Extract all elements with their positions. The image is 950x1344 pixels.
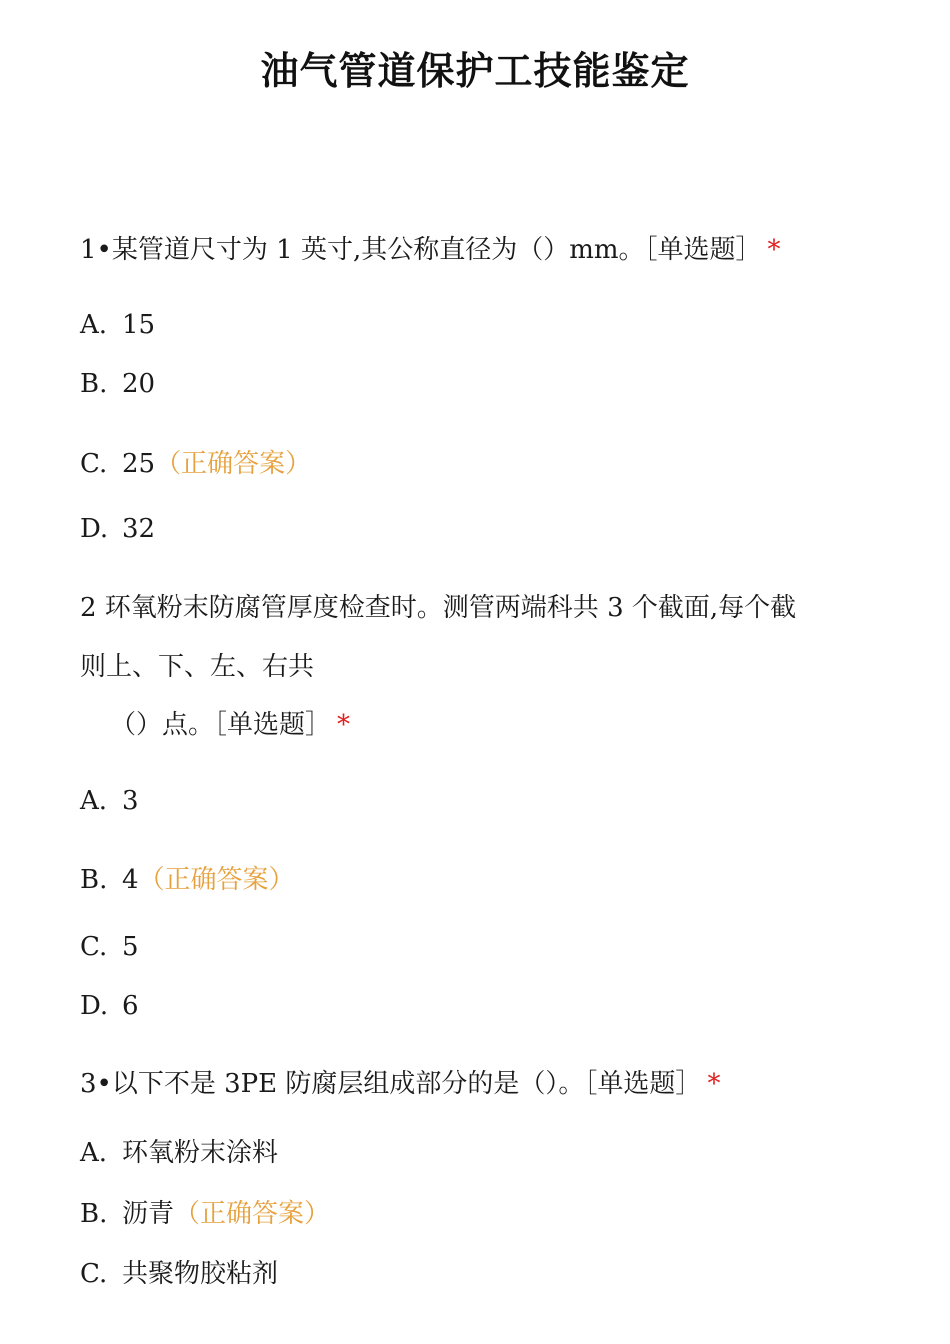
option-text: 3 bbox=[122, 786, 139, 816]
q2-option-d[interactable] bbox=[80, 988, 139, 1024]
option-letter: A. bbox=[80, 310, 108, 340]
option-text: 共聚物胶粘剂 bbox=[122, 1259, 279, 1289]
correct-answer-label: （正确答案） bbox=[155, 449, 312, 479]
option-text: 20 bbox=[122, 369, 156, 399]
q1-option-a[interactable] bbox=[80, 307, 155, 343]
option-text: 4 bbox=[122, 865, 139, 895]
option-text: 15 bbox=[122, 310, 156, 340]
option-letter: A. bbox=[80, 786, 108, 816]
q3-option-c[interactable] bbox=[80, 1256, 278, 1292]
option-text: 32 bbox=[122, 514, 156, 544]
option-letter: B. bbox=[80, 865, 108, 895]
option-letter: B. bbox=[80, 1199, 108, 1229]
correct-answer-label: （正确答案） bbox=[138, 865, 295, 895]
option-letter: D. bbox=[80, 991, 109, 1021]
option-letter: A. bbox=[80, 1138, 108, 1168]
q2-option-b[interactable] bbox=[80, 862, 295, 898]
q2-option-c[interactable] bbox=[80, 929, 139, 965]
question-2-text-line2: 则上、下、左、右共 bbox=[80, 652, 315, 682]
option-text: 环氧粉末涂料 bbox=[122, 1138, 279, 1168]
question-3-stem: 3•以下不是 3PE 防腐层组成部分的是（）。［单选题］ bbox=[80, 1069, 702, 1099]
option-text: 5 bbox=[122, 932, 139, 962]
question-3-text bbox=[80, 1066, 720, 1102]
q1-option-b[interactable] bbox=[80, 366, 155, 402]
document-title: 油气管道保护工技能鉴定 bbox=[260, 49, 690, 93]
question-2-text-line3 bbox=[110, 707, 350, 743]
option-text: 6 bbox=[122, 991, 139, 1021]
correct-answer-label: （正确答案） bbox=[174, 1199, 331, 1229]
q1-option-c[interactable] bbox=[80, 446, 311, 482]
q3-option-a[interactable] bbox=[80, 1135, 278, 1171]
option-letter: B. bbox=[80, 369, 108, 399]
required-star: * bbox=[707, 1069, 721, 1099]
option-letter: D. bbox=[80, 514, 109, 544]
option-letter: C. bbox=[80, 932, 108, 962]
question-1-stem: 1•某管道尺寸为 1 英寸,其公称直径为（）mm。［单选题］ bbox=[80, 235, 762, 265]
question-1-text bbox=[80, 232, 781, 268]
question-2-text-line1: 2 环氧粉末防腐管厚度检查时。测管两端科共 3 个截面,每个截 bbox=[80, 593, 797, 623]
required-star: * bbox=[337, 710, 351, 740]
q3-option-b[interactable] bbox=[80, 1196, 330, 1232]
option-letter: C. bbox=[80, 449, 108, 479]
q2-option-a[interactable] bbox=[80, 783, 139, 819]
option-text: 沥青 bbox=[122, 1199, 175, 1229]
option-text: 25 bbox=[122, 449, 156, 479]
option-letter: C. bbox=[80, 1259, 108, 1289]
q1-option-d[interactable] bbox=[80, 511, 155, 547]
question-2-stem-end: （）点。［单选题］ bbox=[110, 710, 332, 740]
required-star: * bbox=[767, 235, 781, 265]
